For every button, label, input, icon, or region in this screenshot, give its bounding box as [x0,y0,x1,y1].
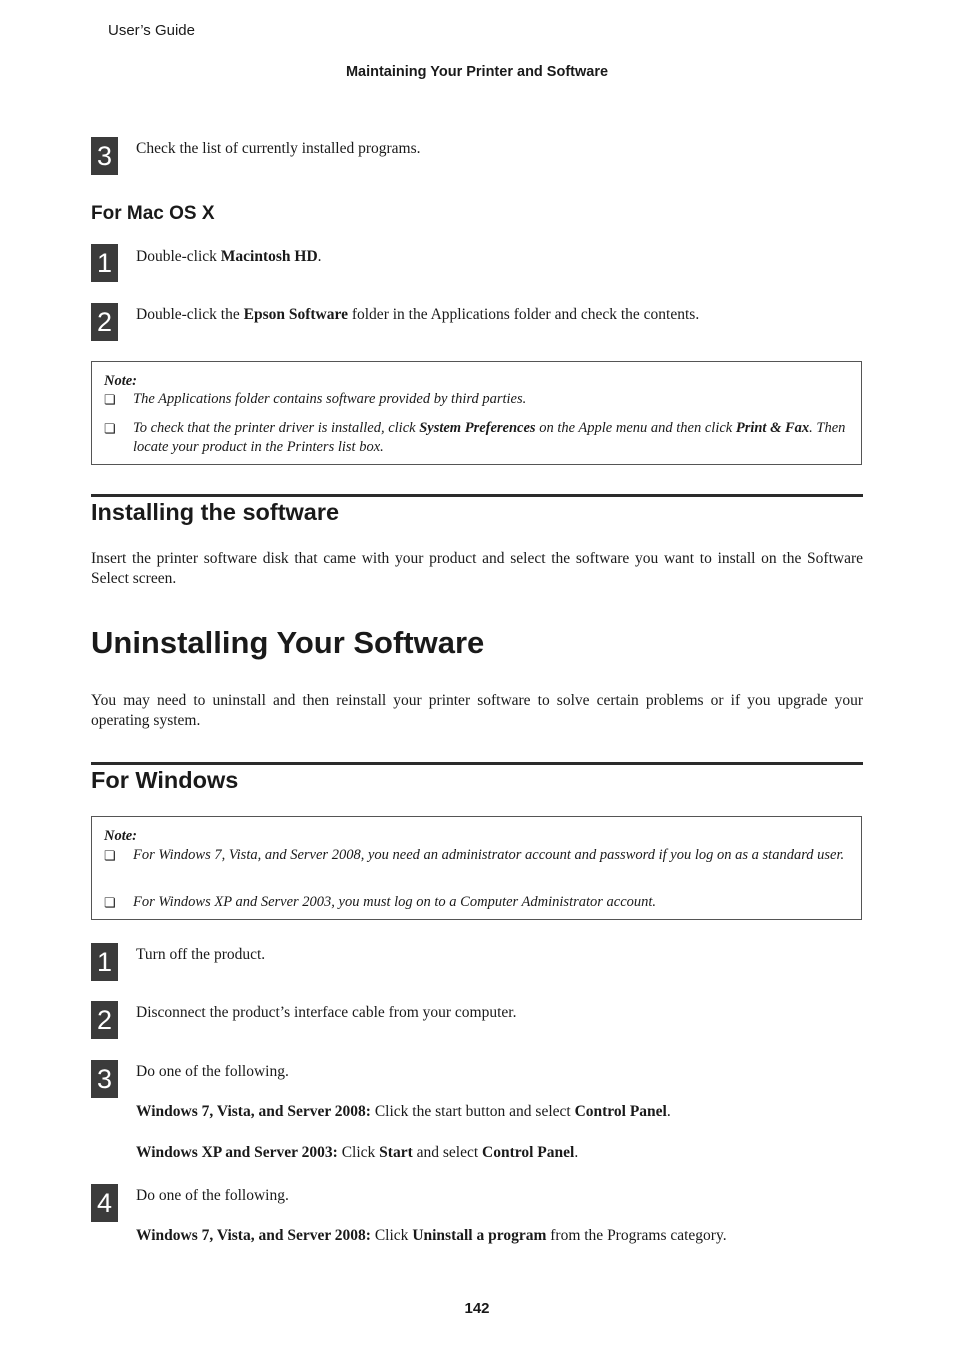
running-header-guide: User’s Guide [108,22,195,39]
step-text: Check the list of currently installed programs. [136,140,421,157]
mac-heading: For Mac OS X [91,203,215,224]
section-rule [91,494,863,497]
windows-note-box [91,816,862,920]
note-item: ❏ The Applications folder contains software provided by third parties. [104,391,527,407]
note-label: Note: [104,373,138,389]
step-text: Turn off the product. [136,946,266,963]
uninstalling-paragraph: You may need to uninstall and then reinstall your printer software to solve certain problems or if you upgrade your operating system. [91,692,863,729]
step-number-badge: 3 [91,137,118,175]
mac-note-box [91,361,862,465]
note-label: Note: [104,828,138,844]
step-number-badge: 1 [91,244,118,282]
step-number-badge: 3 [91,1060,118,1098]
uninstalling-heading: Uninstalling Your Software [91,625,485,660]
step-substep: Windows XP and Server 2003: Click Start and select Control Panel. [136,1144,579,1161]
step-substep: Windows 7, Vista, and Server 2008: Click the start button and select Control Panel. [136,1103,671,1120]
step-text: Double-click Macintosh HD. [136,248,322,265]
page-number: 142 [464,1300,490,1317]
windows-heading: For Windows [91,767,239,793]
note-item: ❏ For Windows XP and Server 2003, you must log on to a Computer Administrator account. [104,894,657,910]
step-number-badge: 2 [91,1001,118,1039]
checkbox-bullet-icon: ❏ [104,421,116,436]
checkbox-bullet-icon: ❏ [104,392,116,407]
section-rule [91,762,863,765]
note-item: ❏ To check that the printer driver is installed, click System Preferences on the Apple menu and then click Print & Fax. Then locate your product in the Printers list box. [104,420,846,455]
step-substep: Windows 7, Vista, and Server 2008: Click Uninstall a program from the Programs category. [136,1227,727,1244]
installing-heading: Installing the software [91,499,340,525]
step-number-badge: 1 [91,943,118,981]
running-header-chapter: Maintaining Your Printer and Software [345,64,609,80]
step-text: Do one of the following. [136,1187,289,1204]
installing-paragraph: Insert the printer software disk that came with your product and select the software you want to install on the Software Select screen. [91,550,863,587]
step-number-badge: 2 [91,303,118,341]
note-item: ❏ For Windows 7, Vista, and Server 2008, you need an administrator account and password if you log on as a standard user. [104,847,845,863]
step-number-badge: 4 [91,1184,118,1222]
step-text: Do one of the following. [136,1063,289,1080]
step-text: Disconnect the product’s interface cable from your computer. [136,1004,517,1021]
checkbox-bullet-icon: ❏ [104,848,116,863]
step-text: Double-click the Epson Software folder in the Applications folder and check the contents. [136,306,700,323]
checkbox-bullet-icon: ❏ [104,895,116,910]
